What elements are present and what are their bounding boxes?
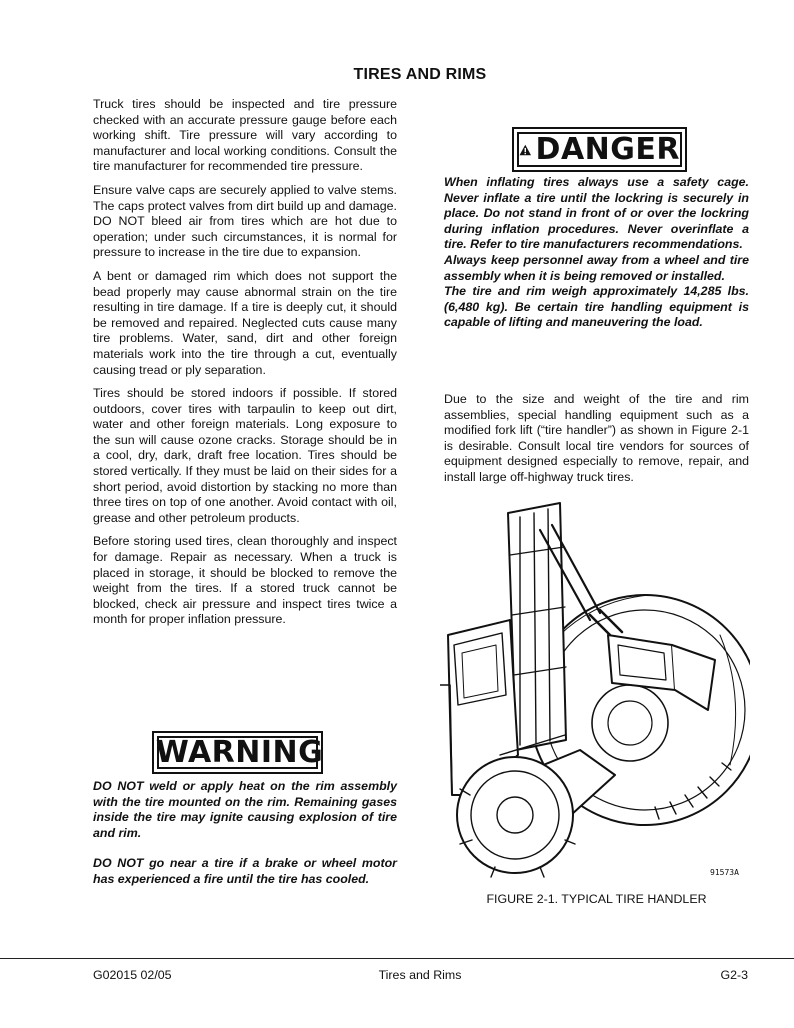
footer-divider xyxy=(0,958,794,959)
warning-text-fire: DO NOT go near a tire if a brake or wheel motor has experienced a fire until the tire has cooled. xyxy=(93,856,397,886)
rear-wheel xyxy=(457,757,573,873)
figure-code: 91573A xyxy=(710,868,739,877)
paragraph-storage: Tires should be stored indoors if possible. If stored outdoors, cover tires with tarpaulin to keep out dirt, water and other foreign materials. Long exposure to the sun will cause ozone cracks. Storage should be in a cool, dry, dark, draft free location. Tires should be stored vertically. If they must be laid on their sides for a short period, avoid distortion by stacking no more than three tires on top of one another. Avoid contact with oil, grease and other petroleum products. xyxy=(93,386,397,525)
warning-sign xyxy=(152,731,323,774)
page-title: TIRES AND RIMS xyxy=(353,66,487,83)
paragraph-rim-damage: A bent or damaged rim which does not support the bead properly may cause abnormal strain on the tire resulting in tire damage. If a tire is deeply cut, it should be removed and repaired. Neglected cuts cause many tire problems. Water, sand, dirt and other foreign materials work into the tire through a cut, eventually causing tread or ply separation. xyxy=(93,268,397,377)
paragraph-inspection: Truck tires should be inspected and tire pressure checked with an accurate pressure gauge before each working shift. Tire pressure will vary according to manufacturer and local working conditions. Consult the tire manufacturer for recommended tire pressure. xyxy=(93,97,397,174)
footer-doc-id: G02015 02/05 xyxy=(93,968,172,982)
tire-handler-illustration xyxy=(440,495,750,880)
left-column xyxy=(93,97,397,636)
footer-page-number: G2-3 xyxy=(720,968,748,982)
warning-label: WARNING xyxy=(155,734,324,770)
warning-text xyxy=(93,779,397,888)
danger-triangle-icon xyxy=(519,139,532,161)
paragraph-used-tires: Before storing used tires, clean thoroughly and inspect for damage. Repair as necessary. When a truck is placed in storage, it should be blocked to remove the weight from the tires. If a stored truck cannot be blocked, check air pressure and inspect tires twice a month for proper inflation pressure. xyxy=(93,534,397,627)
danger-text-personnel: Always keep personnel away from a wheel and tire assembly when it is being removed or installed. xyxy=(444,252,749,283)
danger-text-inflation: When inflating tires always use a safety cage. Never inflate a tire until the lockring is securely in place. Do not stand in front of or over the lockring during inflation procedures. Never overinflate a tire. Refer to tire manufacturers recommendations. xyxy=(444,175,749,252)
danger-text xyxy=(444,175,749,331)
danger-sign xyxy=(512,127,687,172)
danger-text-weight: The tire and rim weigh approximately 14,285 lbs. (6,480 kg). Be certain tire handling equipment is capable of lifting and maneuvering the load. xyxy=(444,284,749,330)
figure-caption: FIGURE 2-1. TYPICAL TIRE HANDLER xyxy=(486,892,707,906)
rim-outline xyxy=(592,685,668,761)
paragraph-valve-caps: Ensure valve caps are securely applied to valve stems. The caps protect valves from dirt build up and damage. DO NOT bleed air from tires which are hot due to operation; under such circumstances, it is normal for pressure to increase in the tire due to expansion. xyxy=(93,182,397,260)
footer-section: Tires and Rims xyxy=(378,968,462,982)
warning-text-weld: DO NOT weld or apply heat on the rim assembly with the tire mounted on the rim. Remaining gases inside the tire may ignite causing explosion of tire and rim. xyxy=(93,779,397,840)
danger-label: DANGER xyxy=(535,131,680,167)
right-paragraph: Due to the size and weight of the tire and rim assemblies, special handling equipment such as a modified fork lift (“tire handler”) as shown in Figure 2-1 is desirable. Consult local tire vendors for sources of equipment designed especially to remove, repair, and install large off-highway truck tires. xyxy=(444,392,749,484)
